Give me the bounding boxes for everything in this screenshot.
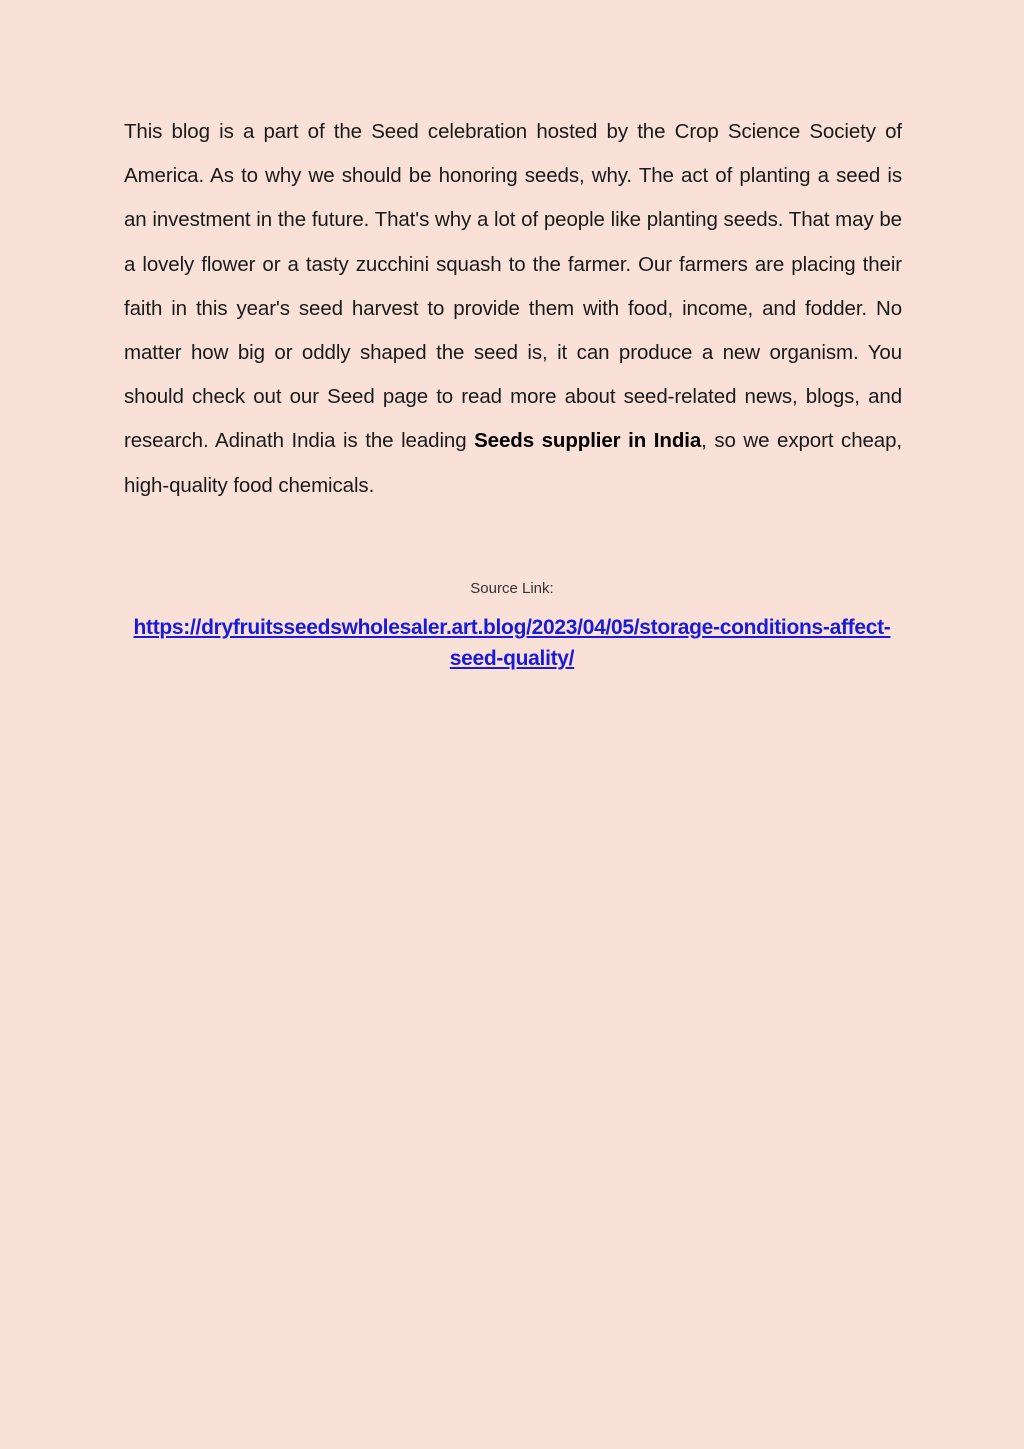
article-bold-phrase: Seeds supplier in India [474,429,702,453]
article-text-after: , so we export cheap, high-quality food chemicals. [124,429,902,497]
source-link[interactable]: https://dryfruitsseedswholesaler.art.blog/2023/04/05/storage-conditions-affect-seed-quality/ [133,616,891,670]
article-paragraph [124,110,902,508]
source-label: Source Link: [470,580,554,597]
article-text-before: This blog is a part of the Seed celebration hosted by the Crop Science Society of America. As to why we should be honoring seeds, why. The act of planting a seed is an investment in the future. That's why a lot of people like planting seeds. That may be a lovely flower or a tasty zucchini squash to the farmer. Our farmers are placing their faith in this year's seed harvest to provide them with food, income, and fodder. No matter how big or oddly shaped the seed is, it can produce a new organism. You should check out our Seed page to read more about seed-related news, blogs, and research. Adinath India is the leading [124,120,902,453]
